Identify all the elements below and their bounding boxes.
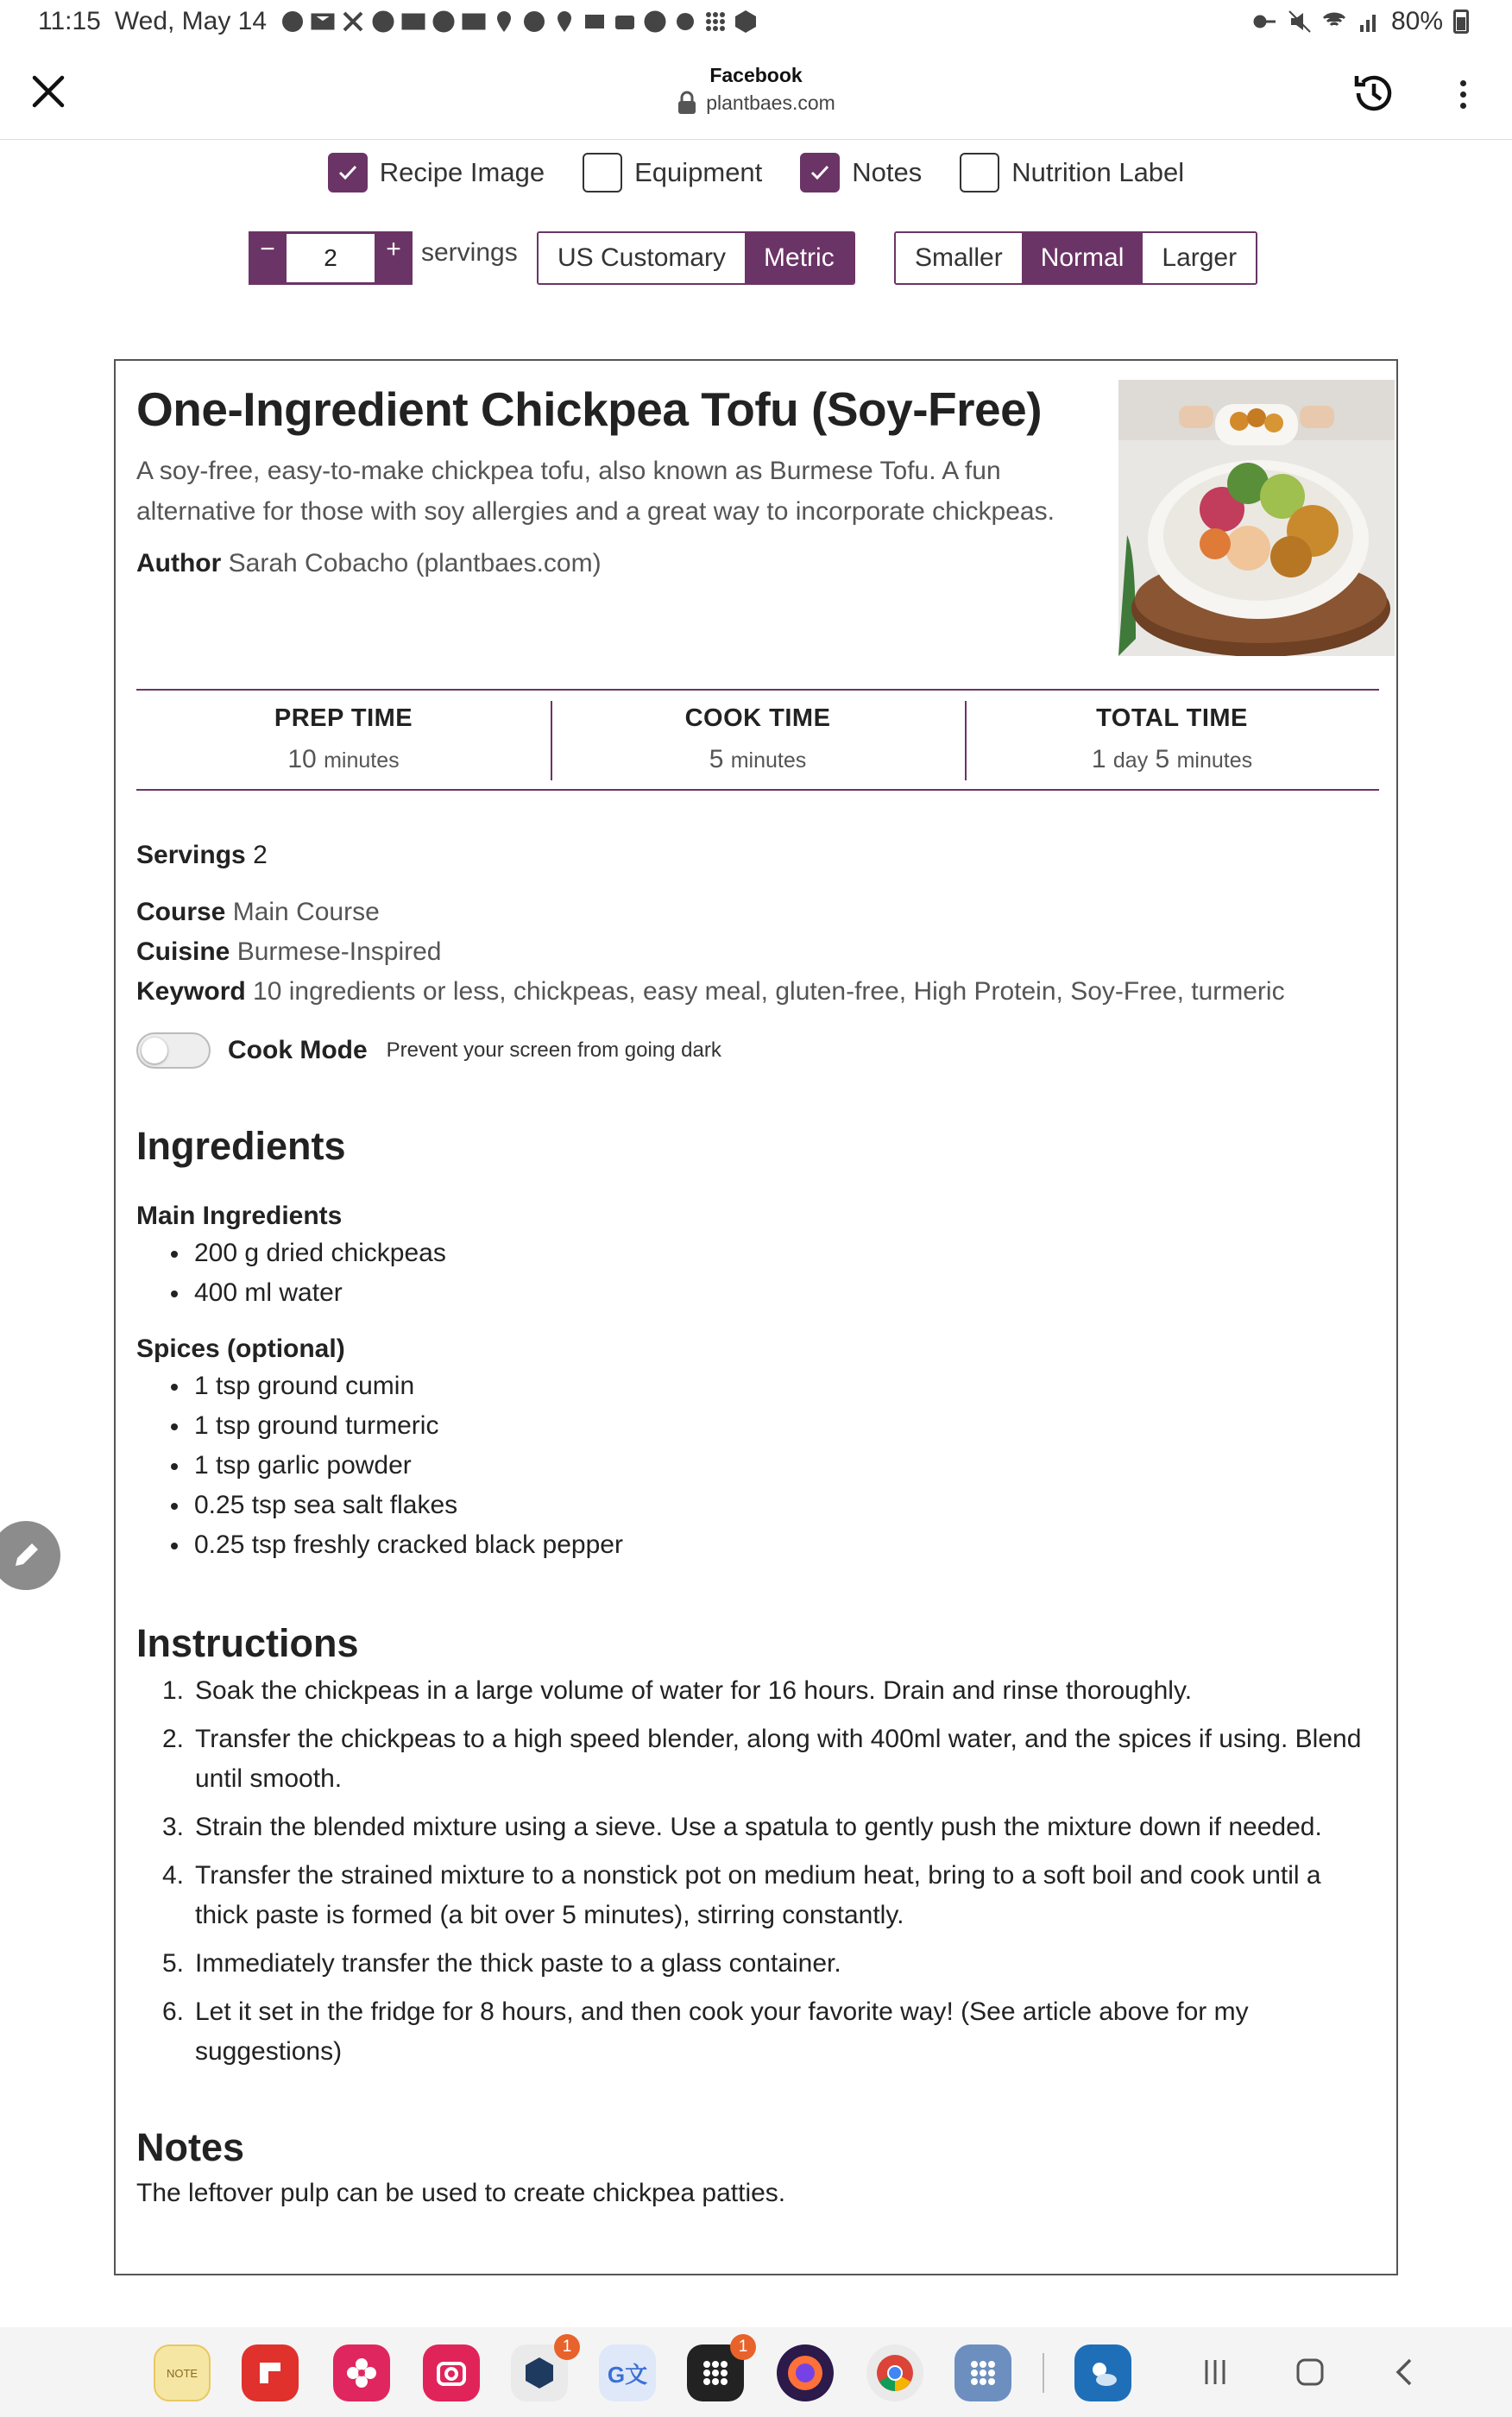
ingredient-item: 200 g dried chickpeas	[171, 1234, 446, 1273]
prep-time-label: PREP TIME	[274, 704, 413, 732]
notes-app-icon[interactable]	[154, 2344, 211, 2401]
camera-icon	[613, 9, 637, 34]
ingredient-item: 0.25 tsp freshly cracked black pepper	[171, 1525, 623, 1565]
step-text: Let it set in the fridge for 8 hours, and then cook your favorite way! (See article above for my suggestions)	[195, 1997, 1249, 2066]
ingredient-item: 1 tsp ground turmeric	[171, 1406, 623, 1446]
messenger-icon	[280, 9, 305, 34]
prep-time	[136, 691, 551, 789]
key-icon	[1253, 9, 1277, 34]
step-number: 5.	[162, 1949, 185, 1978]
chickpea-tofu-bowl-illustration	[1118, 380, 1395, 656]
instruction-step	[162, 1808, 1379, 1847]
keyword-label: Keyword	[136, 977, 246, 1006]
gmail-icon	[311, 9, 335, 34]
cook-mode-label: Cook Mode	[228, 1036, 368, 1064]
step-text: Strain the blended mixture using a sieve. Use a spatula to gently push the mixture down if needed.	[195, 1813, 1322, 1841]
recent-apps-icon	[1198, 2355, 1232, 2389]
flower-icon	[344, 2356, 379, 2390]
url-display[interactable]	[677, 91, 835, 115]
cook-mode-toggle[interactable]	[136, 1032, 211, 1069]
chrome-icon	[873, 2351, 917, 2395]
tasker-icon	[734, 9, 758, 34]
servings-input[interactable]: 2	[287, 231, 375, 285]
step-text: Transfer the strained mixture to a nonstick pot on medium heat, bring to a soft boil and cook until a thick paste is formed (a bit over 5 minutes), stirring constantly.	[195, 1861, 1321, 1929]
location-icon	[492, 9, 516, 34]
lock-icon	[677, 91, 697, 115]
ingredient-item: 1 tsp garlic powder	[171, 1446, 623, 1486]
mute-icon	[1288, 9, 1312, 34]
weather-icon	[1084, 2354, 1122, 2392]
wifi-icon	[1322, 9, 1346, 34]
ingredient-group-title: Main Ingredients	[136, 1202, 343, 1230]
keyword-value: 10 ingredients or less, chickpeas, easy meal, gluten-free, High Protein, Soy-Free, turmeric	[253, 977, 1285, 1006]
recent-apps-button[interactable]	[1189, 2346, 1241, 2398]
print-options	[0, 147, 1512, 199]
settings-icon	[673, 9, 697, 34]
tasker-icon	[521, 2355, 558, 2391]
mail-icon	[583, 9, 607, 34]
size-larger[interactable]: Larger	[1143, 233, 1256, 283]
step-text: Soak the chickpeas in a large volume of water for 16 hours. Drain and rinse thoroughly.	[195, 1676, 1193, 1705]
cook-mode-description: Prevent your screen from going dark	[386, 1038, 721, 1062]
recipe-summary: A soy-free, easy-to-make chickpea tofu, also known as Burmese Tofu. A fun alternative for those with soy allergies and a great way to incorporate chickpeas.	[136, 457, 1055, 526]
dots-grid-icon	[703, 9, 728, 34]
servings-adjuster	[249, 231, 518, 285]
battery-percent: 80%	[1390, 7, 1443, 35]
option-equipment[interactable]	[583, 153, 762, 192]
cook-time-value	[551, 745, 965, 774]
author-label: Author	[136, 549, 222, 577]
total-time-days: 1	[1091, 745, 1106, 773]
gmail-icon	[462, 9, 486, 34]
flower-app-icon[interactable]	[333, 2344, 390, 2401]
camera-icon	[434, 2356, 469, 2390]
notes-checkbox[interactable]	[800, 153, 840, 192]
option-label: Notes	[852, 157, 923, 187]
size-smaller[interactable]: Smaller	[896, 233, 1022, 283]
url-text: plantbaes.com	[706, 91, 835, 114]
instruction-step	[162, 1992, 1379, 2072]
flipboard-app-icon[interactable]	[242, 2344, 299, 2401]
total-time-label: TOTAL TIME	[1096, 704, 1248, 732]
total-time-value	[965, 745, 1379, 774]
notes-heading: Notes	[136, 2125, 245, 2169]
ingredients-heading: Ingredients	[136, 1124, 346, 1168]
step-text: Transfer the chickpeas to a high speed blender, along with 400ml water, and the spices if using. Blend until smooth.	[195, 1725, 1362, 1793]
chat-icon	[432, 9, 456, 34]
home-button[interactable]	[1284, 2346, 1336, 2398]
step-text: Immediately transfer the thick paste to a glass container.	[195, 1949, 841, 1978]
check-icon	[809, 161, 831, 184]
instruction-step	[162, 1720, 1379, 1799]
unit-us-customary[interactable]: US Customary	[539, 233, 745, 283]
increase-servings-button[interactable]: +	[375, 231, 413, 285]
unit-toggle	[537, 231, 855, 285]
camera-app-icon[interactable]	[423, 2344, 480, 2401]
translate-app-icon[interactable]	[599, 2344, 656, 2401]
recipe-title: One-Ingredient Chickpea Tofu (Soy-Free)	[136, 382, 1043, 436]
status-bar	[0, 0, 1512, 47]
recipe-author	[136, 549, 602, 578]
location-icon	[552, 9, 576, 34]
recipe-image	[1118, 380, 1395, 656]
servings-meta-value: 2	[253, 841, 268, 869]
taskbar-divider	[1043, 2353, 1044, 2393]
ingredient-group-title: Spices (optional)	[136, 1335, 345, 1363]
cook-time	[551, 691, 965, 789]
recipe-keyword	[136, 977, 1285, 1007]
cook-time-label: COOK TIME	[684, 704, 831, 732]
ingredient-item: 1 tsp ground cumin	[171, 1366, 623, 1406]
cuisine-value: Burmese-Inspired	[236, 937, 442, 966]
page-title: Facebook	[709, 64, 803, 86]
option-nutrition-label[interactable]	[960, 153, 1184, 192]
total-time-minutes: 5	[1155, 745, 1170, 773]
author-name: Sarah Cobacho (plantbaes.com)	[228, 549, 602, 577]
instruction-step	[162, 1671, 1379, 1711]
ingredient-item: 0.25 tsp sea salt flakes	[171, 1486, 623, 1525]
instructions-heading: Instructions	[136, 1621, 359, 1665]
recipe-adjust-controls	[0, 231, 1512, 287]
instruction-step	[162, 1856, 1379, 1935]
instruction-step	[162, 1944, 1379, 1984]
signal-icon	[1357, 9, 1381, 34]
pencil-icon	[9, 1538, 43, 1573]
course-label: Course	[136, 898, 226, 926]
gmail-icon	[401, 9, 425, 34]
recipe-times	[136, 689, 1379, 791]
more-icon-dot	[1460, 80, 1466, 86]
cook-mode	[136, 1032, 721, 1069]
more-options-button[interactable]	[1450, 73, 1476, 116]
edit-button[interactable]	[0, 1521, 60, 1590]
total-time-days-unit: day	[1112, 748, 1149, 773]
step-number: 6.	[162, 1997, 185, 2026]
check-icon	[337, 161, 359, 184]
servings-label: servings	[421, 238, 518, 267]
option-label: Equipment	[634, 157, 763, 187]
app-drawer-icon[interactable]	[954, 2344, 1011, 2401]
option-recipe-image[interactable]	[328, 153, 545, 192]
firefox-app-icon[interactable]	[777, 2344, 834, 2401]
notes-text: The leftover pulp can be used to create chickpea patties.	[136, 2179, 786, 2207]
status-time: 11:15	[38, 7, 101, 35]
option-notes[interactable]	[800, 153, 922, 192]
prep-time-value	[136, 745, 551, 774]
back-button[interactable]	[1379, 2346, 1431, 2398]
browser-top-bar	[0, 47, 1512, 140]
notification-badge: 1	[730, 2334, 756, 2360]
recipe-card	[114, 359, 1398, 2275]
main-ingredients-list	[171, 1234, 446, 1313]
battery-icon	[1453, 9, 1469, 34]
flipboard-icon	[255, 2357, 286, 2389]
recipe-course	[136, 898, 380, 927]
text-size-toggle	[894, 231, 1257, 285]
option-label: Nutrition Label	[1011, 157, 1185, 187]
ingredient-item: 400 ml water	[171, 1273, 446, 1313]
total-time	[965, 691, 1379, 789]
history-icon	[1348, 67, 1400, 119]
step-number: 4.	[162, 1861, 185, 1890]
option-label: Recipe Image	[379, 157, 545, 187]
prep-time-unit: minutes	[324, 748, 400, 773]
spices-list	[171, 1366, 623, 1565]
recipe-image-checkbox[interactable]	[328, 153, 368, 192]
prep-time-number: 10	[287, 745, 317, 773]
servings-meta-label: Servings	[136, 841, 246, 869]
cook-time-number: 5	[709, 745, 724, 773]
notification-badge: 1	[554, 2334, 580, 2360]
instructions-list	[162, 1671, 1379, 2080]
status-date: Wed, May 14	[114, 7, 268, 35]
app-drawer-grid-icon	[966, 2356, 1000, 2390]
notes-app-label: NOTE	[166, 2366, 198, 2380]
translate-app-label: G文	[607, 2361, 648, 2388]
step-number: 3.	[162, 1813, 185, 1841]
back-icon	[1388, 2355, 1422, 2389]
refresh-icon	[643, 9, 667, 34]
size-normal[interactable]: Normal	[1022, 233, 1143, 283]
sync-icon	[371, 9, 395, 34]
firefox-icon	[784, 2351, 827, 2395]
tools-icon	[341, 9, 365, 34]
recipe-cuisine	[136, 937, 441, 967]
total-time-minutes-unit: minutes	[1176, 748, 1253, 773]
history-button[interactable]	[1348, 67, 1400, 119]
home-icon	[1293, 2355, 1327, 2389]
weather-app-icon[interactable]	[1074, 2344, 1131, 2401]
more-icon-dot	[1460, 92, 1466, 98]
unit-metric[interactable]: Metric	[745, 233, 854, 283]
alert-icon	[522, 9, 546, 34]
nutrition-label-checkbox[interactable]	[960, 153, 999, 192]
cuisine-label: Cuisine	[136, 937, 230, 966]
apps-folder-icon[interactable]	[687, 2338, 748, 2401]
tasker-app-icon[interactable]	[511, 2338, 572, 2401]
decrease-servings-button[interactable]: −	[249, 231, 287, 285]
equipment-checkbox[interactable]	[583, 153, 622, 192]
course-value: Main Course	[232, 898, 380, 926]
step-number: 1.	[162, 1676, 185, 1705]
more-icon-dot	[1460, 103, 1466, 109]
chrome-app-icon[interactable]	[866, 2344, 923, 2401]
step-number: 2.	[162, 1725, 185, 1753]
cook-time-unit: minutes	[730, 748, 807, 773]
recipe-servings	[136, 841, 268, 870]
grid-icon	[698, 2356, 733, 2390]
notification-icons	[280, 9, 758, 34]
